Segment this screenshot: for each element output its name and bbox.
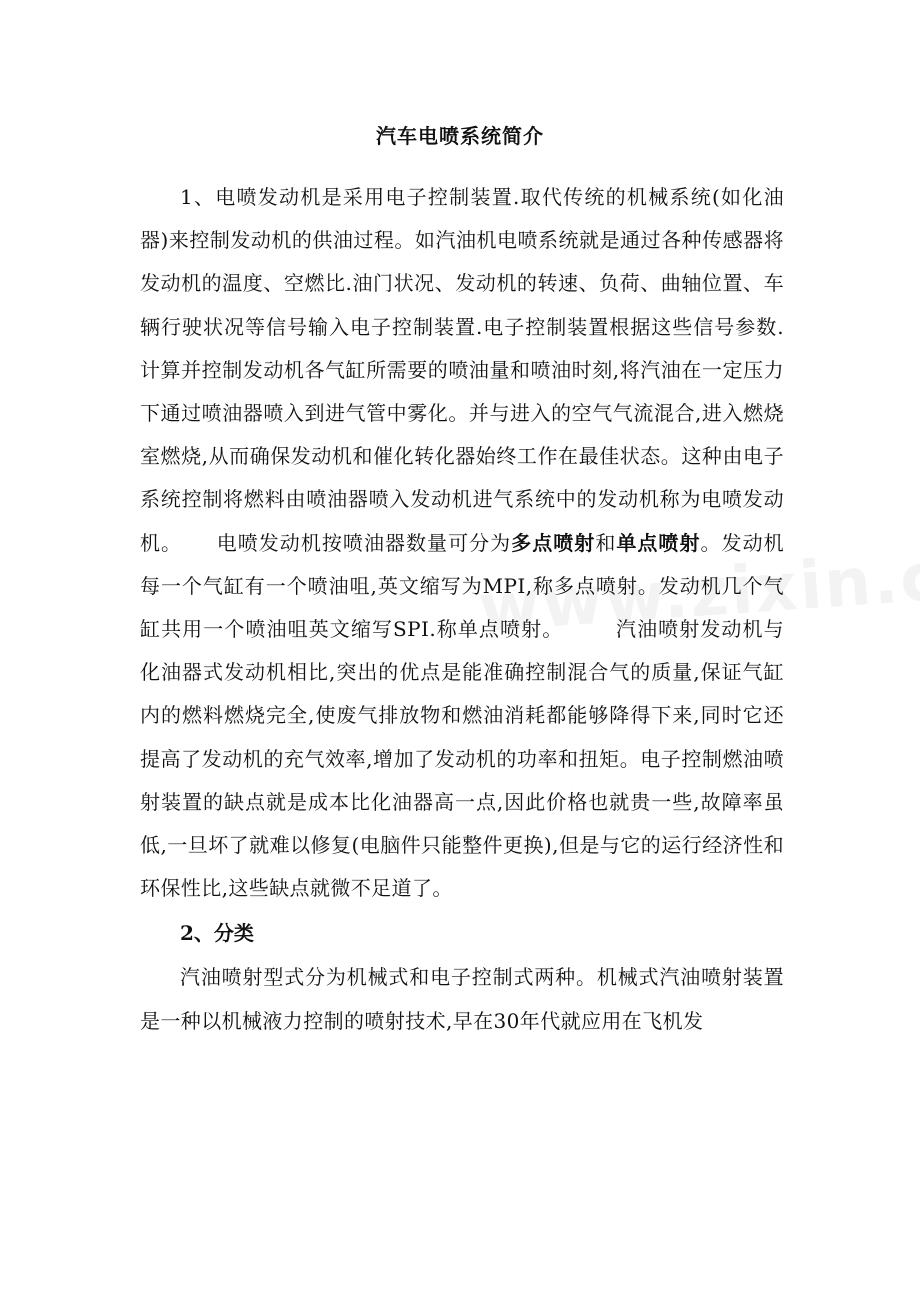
document-body bbox=[140, 176, 784, 1043]
paragraph-2: 汽油喷射型式分为机械式和电子控制式两种。机械式汽油喷射装置是一种以机械液力控制的喷射技术,早在30年代就应用在飞机发 bbox=[140, 965, 784, 1033]
document-title: 汽车电喷系统简介 bbox=[376, 124, 544, 148]
paragraph-1-text-a: 1、电喷发动机是采用电子控制装置.取代传统的机械系统(如化油器)来控制发动机的供油过程。如汽油机电喷系统就是通过各种传感器将发动机的温度、空燃比.油门状况、发动机的转速、负荷、曲轴位置、车辆行驶状况等信号输入电子控制装置.电子控制装置根据这些信号参数.计算并控制发动机各气缸所需要的喷油量和喷油时刻,将汽油在一定压力下通过喷油器喷入到进气管中雾化。并与进入的空气气流混合,进入燃烧室燃烧,从而确保发动机和催化转化器始终工作在最佳状态。这种由电子系统控制将燃料由喷油器喷入发动机进气系统中的发动机称为电喷发动机。 bbox=[140, 185, 784, 555]
paragraph-1-conjunction: 和 bbox=[595, 530, 617, 555]
paragraph-1-text-b: 电喷发动机按喷油器数量可分为 bbox=[216, 530, 512, 555]
bold-term-singlepoint: 单点喷射 bbox=[616, 530, 701, 555]
paragraph-1 bbox=[140, 176, 784, 910]
section-2-heading: 2、分类 bbox=[180, 921, 254, 946]
paragraph-1-text-d: 汽油喷射发动机与化油器式发动机相比,突出的优点是能准确控制混合气的质量,保证气缸内的燃料燃烧完全,使废气排放物和燃油消耗都能够降得下来,同时它还提高了发动机的充气效率,增加了发动机的功率和扭矩。电子控制燃油喷射装置的缺点就是成本比化油器高一点,因此价格也就贵一些,故障率虽低,一旦坏了就难以修复(电脑件只能整件更换),但是与它的运行经济性和环保性比,这些缺点就微不足道了。 bbox=[140, 617, 785, 901]
bold-term-multipoint: 多点喷射 bbox=[511, 530, 596, 555]
paragraph-1-text-c: 。发动机每一个气缸有一个喷油咀,英文缩写为MPI,称多点喷射。发动机几个气缸共用一个喷油咀英文缩写SPI.称单点喷射。 bbox=[140, 530, 784, 642]
